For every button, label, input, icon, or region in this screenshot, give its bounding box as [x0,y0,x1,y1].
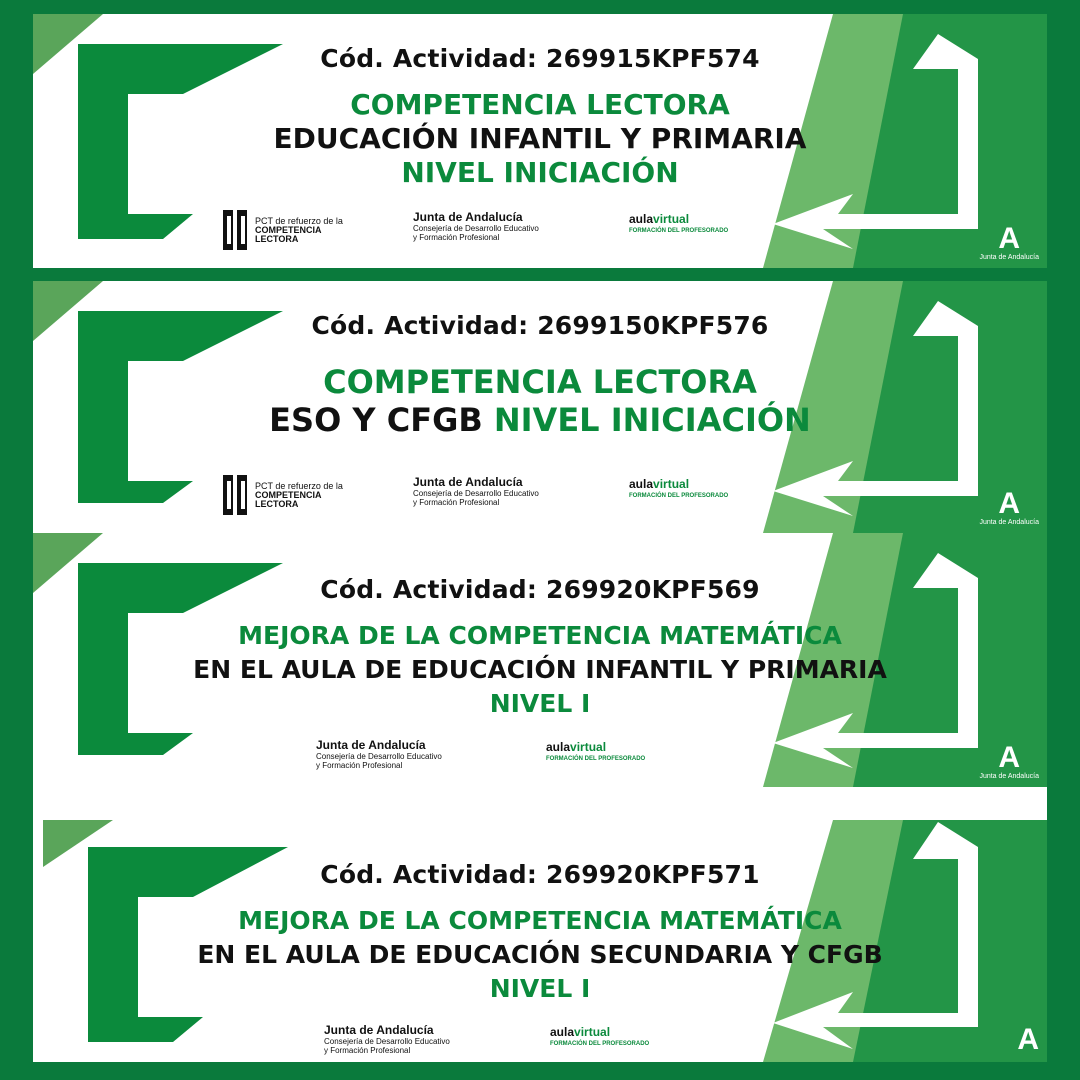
pct-logo-icon [221,473,251,517]
junta-name: Junta de Andalucía [324,1023,434,1037]
title-line-2-part-b: NIVEL INICIACIÓN [493,401,811,439]
aula-text-a: aula [629,212,654,226]
junta-sub-2: y Formación Profesional [324,1046,411,1055]
title-line-2: EN EL AULA DE EDUCACIÓN INFANTIL Y PRIMARIA [193,655,887,684]
junta-andalucia-emblem [979,224,1039,261]
junta-logo [413,210,539,242]
pct-text-3: LECTORA [255,498,299,509]
pct-text-1: PCT de refuerzo de la [255,215,343,226]
ja-mark: A [998,741,1021,774]
pct-logo [221,208,343,252]
course-title [33,363,1047,439]
pct-text-2: COMPETENCIA [255,489,322,500]
title-line-1: MEJORA DE LA COMPETENCIA MATEMÁTICA [238,621,842,650]
junta-sub-1: Consejería de Desarrollo Educativo [413,489,539,498]
junta-sub-2: y Formación Profesional [413,233,500,242]
junta-andalucia-emblem [1017,1025,1039,1055]
course-title [33,619,1047,721]
banner-2 [33,281,1047,533]
pct-text-3: LECTORA [255,233,299,244]
ja-label: Junta de Andalucía [979,254,1039,261]
banner-4 [33,787,1047,1062]
aula-text-a: aula [629,477,654,491]
aula-text-a: aula [550,1025,575,1039]
junta-logo [324,1023,450,1055]
title-line-2-part-a: ESO Y CFGB [269,401,494,439]
junta-sub-2: y Formación Profesional [413,498,500,507]
ja-mark: A [1017,1023,1039,1056]
junta-sub-1: Consejería de Desarrollo Educativo [324,1037,450,1046]
title-line-1: COMPETENCIA LECTORA [323,363,757,401]
ja-mark: A [998,222,1021,255]
aulavirtual-logo [546,740,645,762]
title-line-1: COMPETENCIA LECTORA [350,88,730,121]
pct-logo [221,473,343,517]
junta-sub-1: Consejería de Desarrollo Educativo [316,752,442,761]
pct-text-2: COMPETENCIA [255,224,322,235]
course-title [33,904,1047,1006]
junta-logo [413,475,539,507]
ja-label: Junta de Andalucía [979,773,1039,780]
ja-label: Junta de Andalucía [979,519,1039,526]
ja-mark: A [998,487,1021,520]
activity-code: Cód. Actividad: 269920KPF571 [320,860,760,889]
aula-text-b: virtual [574,1025,611,1039]
aula-text-a: aula [546,740,571,754]
title-line-3: NIVEL I [489,689,591,718]
junta-name: Junta de Andalucía [413,475,523,489]
course-title [33,88,1047,190]
junta-name: Junta de Andalucía [316,738,426,752]
title-line-3: NIVEL INICIACIÓN [401,156,679,189]
title-line-3: NIVEL I [489,974,591,1003]
aula-text-b: virtual [653,212,690,226]
title-line-2: EN EL AULA DE EDUCACIÓN SECUNDARIA Y CFGB [197,940,883,969]
junta-name: Junta de Andalucía [413,210,523,224]
pct-logo-icon [221,208,251,252]
title-line-1: MEJORA DE LA COMPETENCIA MATEMÁTICA [238,906,842,935]
pct-text-1: PCT de refuerzo de la [255,480,343,491]
aula-sub: FORMACIÓN DEL PROFESORADO [550,1041,650,1047]
activity-code: Cód. Actividad: 269920KPF569 [320,575,760,604]
junta-logo [316,738,442,770]
junta-sub-2: y Formación Profesional [316,761,403,770]
junta-sub-1: Consejería de Desarrollo Educativo [413,224,539,233]
aula-sub: FORMACIÓN DEL PROFESORADO [629,493,729,499]
aula-sub: FORMACIÓN DEL PROFESORADO [629,228,729,234]
activity-code: Cód. Actividad: 269915KPF574 [320,44,760,73]
banner-3 [33,533,1047,787]
aula-sub: FORMACIÓN DEL PROFESORADO [546,756,646,762]
aula-text-b: virtual [653,477,690,491]
aulavirtual-logo [629,212,728,234]
aulavirtual-logo [629,477,728,499]
aulavirtual-logo [550,1025,649,1047]
junta-andalucia-emblem [979,489,1039,526]
banner-1 [33,14,1047,268]
aula-text-b: virtual [570,740,607,754]
activity-code: Cód. Actividad: 2699150KPF576 [311,311,769,340]
title-line-2 [33,401,1047,439]
junta-andalucia-emblem [979,743,1039,780]
title-line-2: EDUCACIÓN INFANTIL Y PRIMARIA [273,122,807,155]
